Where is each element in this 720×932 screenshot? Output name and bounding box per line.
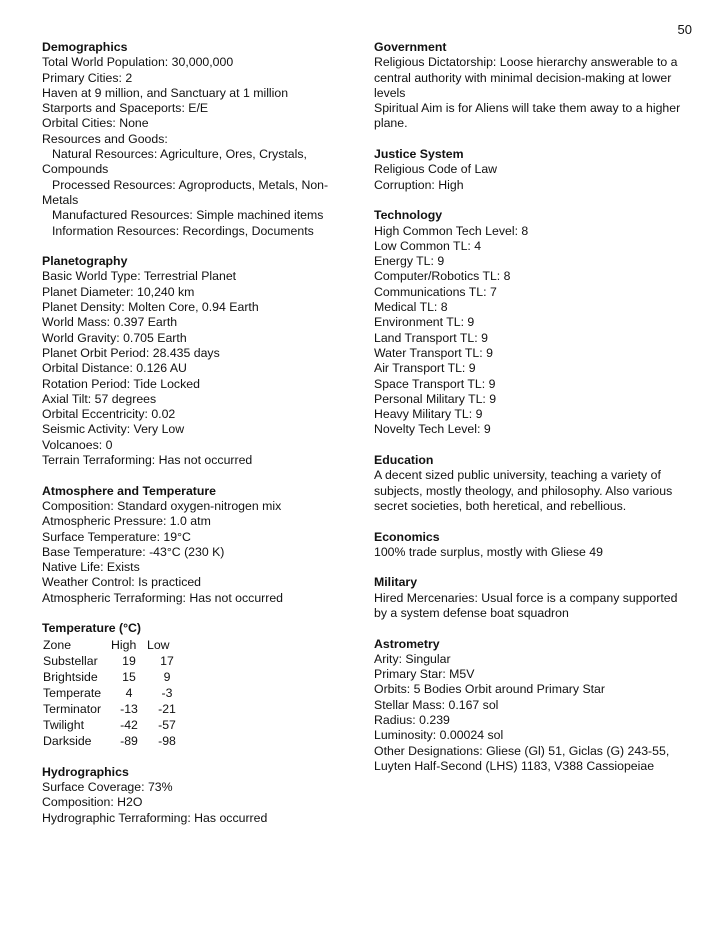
tech-line: Land Transport TL: 9: [374, 330, 488, 345]
left-column: [42, 40, 352, 841]
table-row: [42, 654, 187, 670]
justice-section: [374, 147, 692, 193]
temperature-heading: Temperature (°C): [42, 621, 141, 636]
technology-section: [374, 208, 692, 437]
planet-line: Planet Density: Molten Core, 0.94 Earth: [42, 300, 259, 315]
resource-line: Manufactured Resources: Simple machined items: [52, 208, 324, 223]
astro-line: Arity: Singular: [374, 651, 451, 666]
low-cell: -21: [158, 701, 176, 716]
hydro-line: Composition: H2O: [42, 795, 143, 810]
military-line: Hired Mercenaries: Usual force is a company supported by a system defense boat squadron: [374, 590, 678, 620]
justice-heading: Justice System: [374, 147, 464, 162]
resource-wrap: Compounds: [42, 162, 109, 177]
resource-line: Natural Resources: Agriculture, Ores, Crystals,: [52, 147, 307, 162]
table-header-row: [42, 638, 187, 654]
astro-line: Luminosity: 0.00024 sol: [374, 728, 504, 743]
astro-line: Radius: 0.239: [374, 713, 450, 728]
planet-line: Orbital Eccentricity: 0.02: [42, 407, 176, 422]
zone-cell: Darkside: [43, 733, 92, 748]
table-row: [42, 702, 187, 718]
low-cell: -3: [161, 685, 173, 700]
justice-line: Religious Code of Law: [374, 162, 498, 177]
atmosphere-heading: Atmosphere and Temperature: [42, 483, 217, 498]
planet-line: Seismic Activity: Very Low: [42, 422, 185, 437]
zone-cell: Substellar: [43, 653, 98, 668]
table-row: [42, 718, 187, 734]
tech-line: High Common Tech Level: 8: [374, 223, 529, 238]
table-row: [42, 686, 187, 702]
zone-cell: Terminator: [43, 701, 102, 716]
economics-section: [374, 530, 692, 561]
planet-line: Planet Diameter: 10,240 km: [42, 284, 195, 299]
resource-line: Information Resources: Recordings, Documents: [52, 223, 314, 238]
low-cell: -57: [158, 717, 176, 732]
justice-line: Corruption: High: [374, 177, 464, 192]
demo-line: Resources and Goods:: [42, 131, 168, 146]
column-header: Zone: [43, 637, 72, 652]
planet-line: World Mass: 0.397 Earth: [42, 315, 178, 330]
table-row: [42, 670, 187, 686]
planet-line: Axial Tilt: 57 degrees: [42, 391, 157, 406]
planet-line: World Gravity: 0.705 Earth: [42, 330, 187, 345]
zone-cell: Brightside: [43, 669, 98, 684]
tech-line: Medical TL: 8: [374, 300, 448, 315]
planet-line: Orbital Distance: 0.126 AU: [42, 361, 187, 376]
atmo-line: Composition: Standard oxygen-nitrogen mix: [42, 498, 282, 513]
planet-line: Terrain Terraforming: Has not occurred: [42, 453, 253, 468]
high-cell: -42: [120, 717, 138, 732]
atmo-line: Base Temperature: -43°C (230 K): [42, 544, 225, 559]
temperature-table: [42, 638, 187, 750]
tech-line: Environment TL: 9: [374, 315, 475, 330]
hydrographics-section: [42, 765, 352, 826]
economics-heading: Economics: [374, 529, 440, 544]
tech-line: Novelty Tech Level: 9: [374, 422, 491, 437]
high-cell: 15: [122, 669, 136, 684]
education-heading: Education: [374, 453, 434, 468]
military-heading: Military: [374, 575, 418, 590]
resource-wrap: Metals: [42, 192, 79, 207]
hydro-line: Surface Coverage: 73%: [42, 780, 173, 795]
demographics-section: [42, 40, 352, 239]
tech-line: Communications TL: 7: [374, 284, 497, 299]
low-cell: 9: [163, 669, 171, 684]
government-heading: Government: [374, 40, 447, 54]
high-cell: 4: [125, 685, 133, 700]
government-section: [374, 40, 692, 132]
demo-line: Total World Population: 30,000,000: [42, 55, 234, 70]
demo-line: Starports and Spaceports: E/E: [42, 101, 209, 116]
zone-cell: Twilight: [43, 717, 85, 732]
column-header: Low: [147, 637, 170, 652]
education-section: [374, 453, 692, 514]
high-cell: 19: [122, 653, 136, 668]
atmo-line: Surface Temperature: 19°C: [42, 529, 191, 544]
right-column: [374, 40, 692, 790]
astro-line: Stellar Mass: 0.167 sol: [374, 697, 499, 712]
government-line: Spiritual Aim is for Aliens will take them away to a higher plane.: [374, 101, 681, 131]
astro-line: Other Designations: Gliese (Gl) 51, Giclas (G) 243-55, Luyten Half-Second (LHS) 1183, V388 Cassiopeiae: [374, 743, 670, 773]
atmo-line: Weather Control: Is practiced: [42, 575, 202, 590]
astro-line: Primary Star: M5V: [374, 667, 475, 682]
resource-line: Processed Resources: Agroproducts, Metals, Non-: [52, 177, 329, 192]
government-line: Religious Dictatorship: Loose hierarchy answerable to a central authority with minimal decision-making at lower levels: [374, 55, 678, 100]
table-row: [42, 734, 187, 750]
atmo-line: Atmospheric Pressure: 1.0 atm: [42, 514, 211, 529]
column-header: High: [111, 637, 137, 652]
low-cell: -98: [158, 733, 176, 748]
planet-line: Planet Orbit Period: 28.435 days: [42, 345, 220, 360]
planetography-heading: Planetography: [42, 254, 128, 269]
hydrographics-heading: Hydrographics: [42, 764, 129, 779]
technology-heading: Technology: [374, 208, 443, 223]
atmosphere-section: [42, 484, 352, 606]
planet-line: Rotation Period: Tide Locked: [42, 376, 200, 391]
atmo-line: Atmospheric Terraforming: Has not occurred: [42, 590, 284, 605]
temperature-section: [42, 621, 352, 749]
education-line: A decent sized public university, teaching a variety of subjects, mostly theology, and philosophy. Also various secret societies, both heretical, and rebellious.: [374, 468, 673, 513]
tech-line: Space Transport TL: 9: [374, 376, 496, 391]
low-cell: 17: [160, 653, 174, 668]
tech-line: Air Transport TL: 9: [374, 361, 476, 376]
atmo-line: Native Life: Exists: [42, 560, 140, 575]
military-section: [374, 575, 692, 621]
zone-cell: Temperate: [43, 685, 102, 700]
page-number: 50: [677, 22, 692, 37]
high-cell: -89: [120, 733, 138, 748]
demo-line: Orbital Cities: None: [42, 116, 149, 131]
demographics-heading: Demographics: [42, 40, 128, 54]
planetography-section: [42, 254, 352, 468]
tech-line: Energy TL: 9: [374, 254, 445, 269]
planet-line: Basic World Type: Terrestrial Planet: [42, 269, 237, 284]
hydro-line: Hydrographic Terraforming: Has occurred: [42, 810, 268, 825]
demo-line: Haven at 9 million, and Sanctuary at 1 million: [42, 85, 289, 100]
planet-line: Volcanoes: 0: [42, 437, 113, 452]
high-cell: -13: [120, 701, 138, 716]
tech-line: Heavy Military TL: 9: [374, 407, 483, 422]
tech-line: Personal Military TL: 9: [374, 391, 497, 406]
economics-line: 100% trade surplus, mostly with Gliese 49: [374, 544, 603, 559]
astro-line: Orbits: 5 Bodies Orbit around Primary Star: [374, 682, 605, 697]
astrometry-heading: Astrometry: [374, 636, 440, 651]
astrometry-section: [374, 637, 692, 775]
tech-line: Computer/Robotics TL: 8: [374, 269, 511, 284]
tech-line: Low Common TL: 4: [374, 238, 482, 253]
demo-line: Primary Cities: 2: [42, 70, 133, 85]
tech-line: Water Transport TL: 9: [374, 345, 493, 360]
